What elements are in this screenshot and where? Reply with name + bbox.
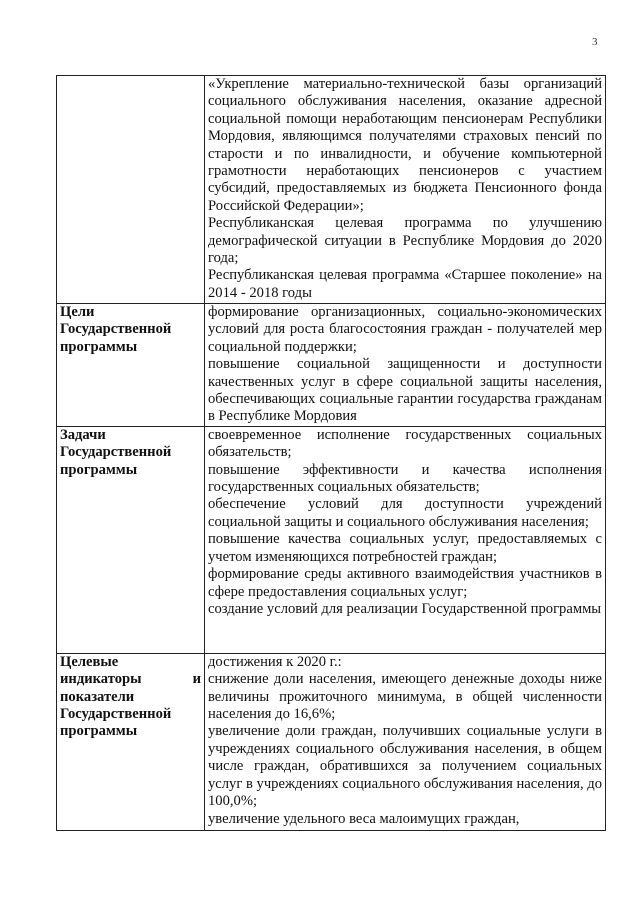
row-label-line: индикаторы и xyxy=(60,671,201,688)
table-row xyxy=(57,426,606,653)
content-paragraph: повышение качества социальных услуг, предоставляемых с учетом изменяющихся потребностей граждан; xyxy=(208,531,602,565)
row-content-cell xyxy=(205,653,606,830)
row-label-line: Государственной xyxy=(60,444,172,461)
content-paragraph: увеличение удельного веса малоимущих граждан, xyxy=(208,810,520,827)
content-paragraph: повышение эффективности и качества исполнения государственных социальных обязательств; xyxy=(208,461,602,496)
table-row xyxy=(57,304,606,427)
table-row xyxy=(57,76,606,304)
program-passport-table xyxy=(56,75,606,831)
content-paragraph: достижения к 2020 г.: xyxy=(208,653,342,670)
row-label-cell xyxy=(57,653,205,830)
row-label-line: программы xyxy=(60,338,138,355)
row-content-cell xyxy=(205,76,606,304)
content-paragraph: увеличение доли граждан, получивших социальные услуги в учреждениях социального обслуживания населения, в общем числе граждан, обратившихся за получением социальных услуг в учреждениях социального обслуживания населения, до 100,0%; xyxy=(208,723,602,810)
row-label-line: программы xyxy=(60,461,138,478)
page-number: 3 xyxy=(592,36,598,48)
row-label-line: Задачи xyxy=(60,426,106,443)
content-paragraph: формирование организационных, социально-экономических условий для роста благосостояния граждан - получателей мер социальной поддержки; xyxy=(208,304,602,355)
row-label-line: Государственной xyxy=(60,706,172,723)
content-paragraph: своевременное исполнение государственных социальных обязательств; xyxy=(208,426,602,461)
content-paragraph: Республиканская целевая программа по улучшению демографической ситуации в Республике Мордовия до 2020 года; xyxy=(208,215,602,267)
content-paragraph: формирование среды активного взаимодействия участников в сфере предоставления социальных услуг; xyxy=(208,566,602,600)
content-paragraph: обеспечение условий для доступности учреждений социальной защиты и социального обслуживания населения; xyxy=(208,496,602,530)
content-paragraph: «Укрепление материально-технической базы организаций социального обслуживания населения, оказание адресной социальной помощи неработающим пенсионерам Республики Мордовия, являющимся получателями страховых пенсий по старости и по инвалидности, и обучение компьютерной грамотности неработающих пенсионеров с участием субсидий, предоставляемых из бюджета Пенсионного фонда Российской Федерации»; xyxy=(208,76,602,214)
row-label-line: Государственной xyxy=(60,321,172,338)
row-label-line: Цели xyxy=(60,304,95,320)
row-content-cell xyxy=(205,426,606,653)
row-label-cell xyxy=(57,304,205,427)
row-content-cell xyxy=(205,304,606,427)
table-row xyxy=(57,653,606,830)
row-label-line: Целевые xyxy=(60,653,119,670)
row-label-line: программы xyxy=(60,723,138,740)
row-label-cell xyxy=(57,426,205,653)
content-paragraph: создание условий для реализации Государственной программы xyxy=(208,600,602,617)
row-label-cell xyxy=(57,76,205,304)
content-paragraph: снижение доли населения, имеющего денежные доходы ниже величины прожиточного минимума, в общей численности населения до 16,6%; xyxy=(208,671,602,723)
content-paragraph: повышение социальной защищенности и доступности качественных услуг в сфере социальной защиты населения, обеспечивающих социальные гарантии государства гражданам в Республике Мордовия xyxy=(208,356,602,425)
content-paragraph: Республиканская целевая программа «Старшее поколение» на 2014 - 2018 годы xyxy=(208,267,602,301)
row-label-line: показатели xyxy=(60,688,135,705)
